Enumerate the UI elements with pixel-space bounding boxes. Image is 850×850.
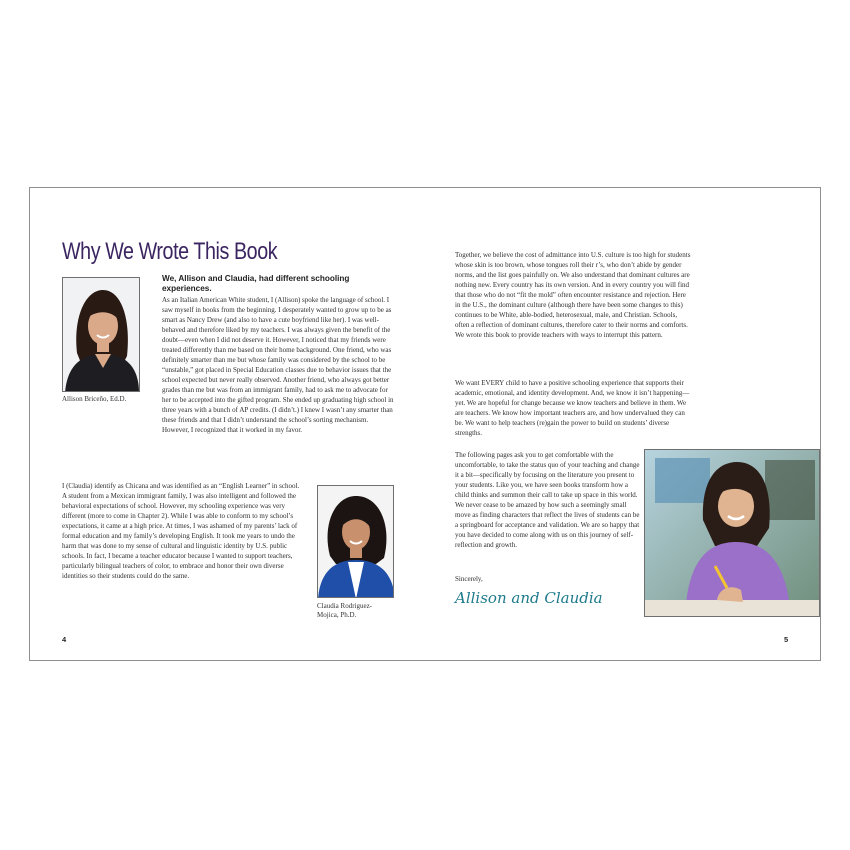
closing-text: Sincerely, xyxy=(455,575,483,583)
page-number-right: 5 xyxy=(784,635,789,644)
allison-portrait-image xyxy=(63,278,140,392)
right-paragraph-3: The following pages ask you to get comfortable with the uncomfortable, to take the status quo of your teaching and change it a bit—specifically by focusing on the literature you present to your students. Like you, we have seen books transform how a child thinks and summon their call to take up space in this world. We never cease to be amazed by how such a seemingly small move as finding characters that reflect the lives of students can be a springboard for acceptance and validation. We are so happy that you have decided to come along with us on this journey of self-reflection and growth. xyxy=(455,451,640,549)
claudia-caption-line1: Claudia Rodriguez- xyxy=(317,602,373,610)
right-paragraph-2: We want EVERY child to have a positive schooling experience that supports their academic, emotional, and identity development. And, we know it isn’t happening—yet. We are hopeful for change because we know teachers and believe in them. We are teachers. We know how important teachers are, and how undervalued they can be. We want to help teachers (re)gain the power to build on students’ diverse strengths. xyxy=(455,379,690,437)
allison-photo xyxy=(62,277,140,392)
student-photo xyxy=(644,449,820,617)
claudia-caption-line2: Mojica, Ph.D. xyxy=(317,611,357,619)
claudia-caption xyxy=(317,602,372,620)
intro-lead: We, Allison and Claudia, had different schooling experiences. xyxy=(162,274,350,293)
intro-block xyxy=(162,274,395,435)
right-paragraph-1: Together, we believe the cost of admittance into U.S. culture is too high for students whose skin is too brown, whose tongues roll their r’s, who don’t abide by gender norms, and the list goes painfully on. We also understand that dominant cultures are nothing new. Every country has its own version. And in every country you will find that those who do not “fit the mold” often encounter resistance and rejection. Here in the U.S., the dominant culture (although there have been some changes to this) continues to be White, able-bodied, heterosexual, male, and Christian. Schools, often a reflection of dominant cultures, therefore cater to their norms and comforts. We wrote this book to provide teachers with ways to interrupt this pattern. xyxy=(455,251,691,339)
student-image xyxy=(645,450,820,617)
claudia-portrait-image xyxy=(318,486,394,598)
allison-paragraph: As an Italian American White student, I (Allison) spoke the language of school. I saw myself in books from the beginning. I desperately wanted to grow up to be as smart as Nancy Drew (and also to have a cute boyfriend like her). I was well-behaved and therefore liked by my teachers. I was always given the benefit of the doubt—even when I did not deserve it. However, I noticed that my friends were treated differently than me based on their home background. One friend, who was definitely smarter than me but whose family was considered by the school to be “unstable,” got placed in Special Education classes due to behavior issues that the school expected but never really observed. Another friend, who always got better grades than me but was from an immigrant family, had to ask me to advocate for her to be accepted into the gifted program. She ended up graduating high school in three years with a bunch of AP credits. (I didn’t.) I knew I wasn’t any smarter than these friends and that I didn’t understand the school’s sorting mechanism. However, I recognized that it worked in my favor. xyxy=(162,296,394,434)
signature: Allison and Claudia xyxy=(455,589,603,607)
book-spread xyxy=(29,187,821,661)
claudia-photo xyxy=(317,485,394,598)
allison-caption: Allison Briceño, Ed.D. xyxy=(62,395,127,403)
claudia-paragraph: I (Claudia) identify as Chicana and was identified as an “English Learner” in school. A student from a Mexican immigrant family, I was also intelligent and followed the behavioral expectations of school. However, my schooling experience was very different (more to come in Chapter 2). While I was able to conform to my school’s expectations, it came at a high price. At times, I was ashamed of my parents’ lack of formal education and my family’s developing English. It took me years to undo the harm that was done to my sense of cultural and linguistic identity by U.S. public schools. In fact, I became a teacher educator because I wanted to support teachers, particularly bilingual teachers of color, to embrace and honor their own diverse identities so their students could do the same. xyxy=(62,482,300,580)
page-title: Why We Wrote This Book xyxy=(62,238,278,265)
page-number-left: 4 xyxy=(62,635,67,644)
